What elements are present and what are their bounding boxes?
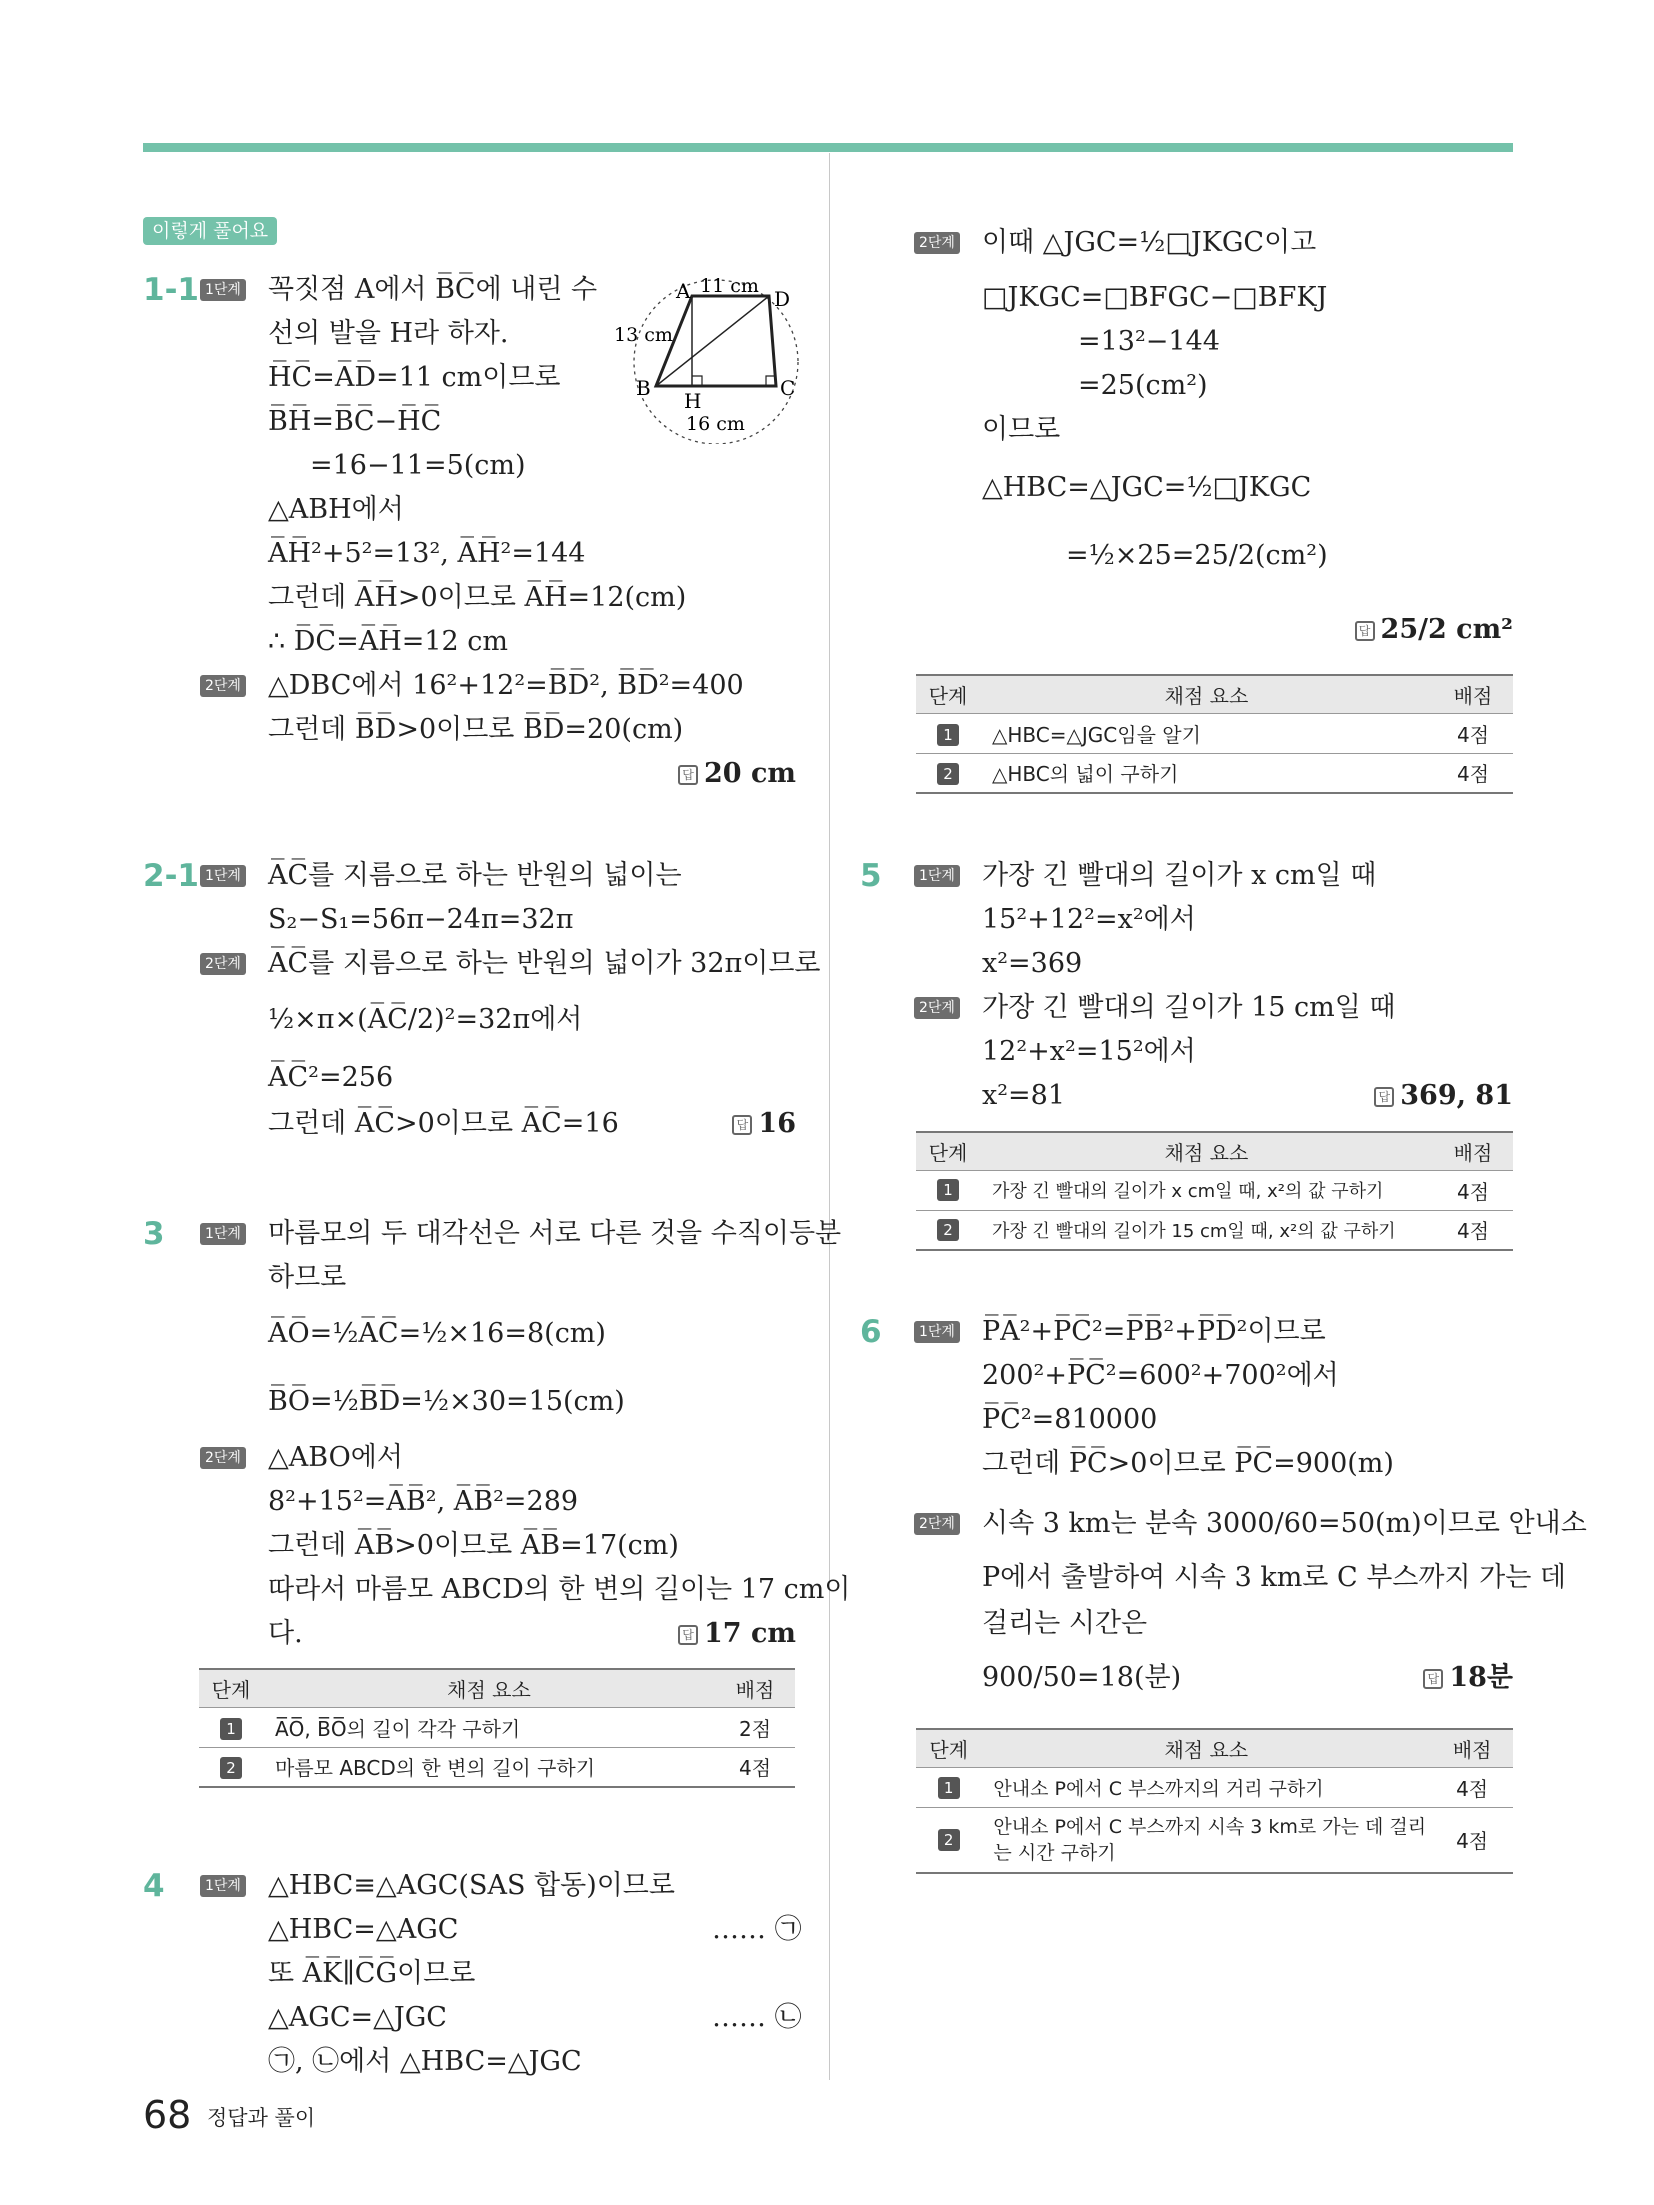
solution-line: 다. — [268, 1618, 303, 1649]
step-badge-1: 1단계 — [914, 1321, 960, 1343]
trapezoid-figure — [604, 274, 804, 444]
problem-number: 5 — [860, 858, 882, 894]
answer-mark-icon: 답 — [1423, 1669, 1443, 1689]
solution-line: 시속 3 km는 분속 3000/60=50(m)이므로 안내소 — [982, 1508, 1587, 1539]
solution-line: △HBC≡△AGC(SAS 합동)이므로 — [268, 1870, 675, 1901]
solution-line: 8²+15²=A̅B̅², A̅B̅²=289 — [268, 1486, 579, 1517]
problem-number: 2-1 — [143, 858, 200, 894]
answer: 답 18분 — [1423, 1660, 1513, 1696]
problem-number: 6 — [860, 1314, 882, 1350]
step-badge-2: 2단계 — [914, 232, 960, 254]
solution-line: A̅C̅를 지름으로 하는 반원의 넓이는 — [268, 860, 682, 891]
answer: 답 25/2 cm² — [1355, 612, 1513, 648]
top-accent-bar — [143, 143, 1513, 152]
step-badge-1: 1단계 — [200, 1223, 246, 1245]
label-b: B — [636, 376, 651, 400]
step-badge-1: 1단계 — [914, 865, 960, 887]
label-left-length: 13 cm — [614, 324, 673, 346]
solution-line: ㉠, ㉡에서 △HBC=△JGC — [268, 2046, 582, 2077]
solution-line: 이므로 — [982, 414, 1061, 445]
solution-line: △DBC에서 16²+12²=B̅D̅², B̅D̅²=400 — [268, 670, 744, 701]
solution-line: 그런데 A̅H̅>0이므로 A̅H̅=12(cm) — [268, 582, 687, 613]
table-row: 1 △HBC=△JGC임을 알기 4점 — [916, 713, 1513, 753]
label-d: D — [774, 287, 791, 311]
solution-line: x²=369 — [982, 948, 1083, 979]
solution-line: 마름모의 두 대각선은 서로 다른 것을 수직이등분 — [268, 1218, 842, 1249]
label-bottom-length: 16 cm — [686, 413, 745, 435]
solution-line: △AGC=△JGC — [268, 2002, 447, 2033]
solution-line: P에서 출발하여 시속 3 km로 C 부스까지 가는 데 — [982, 1562, 1566, 1593]
solution-line: 하므로 — [268, 1262, 347, 1293]
scoring-table: 단계 채점 요소 배점 1 가장 긴 빨대의 길이가 x cm일 때, x²의 값 구하기 4점 2 가장 긴 빨대의 길이가 15 cm일 때, x²의 값 구하기 4점 — [916, 1131, 1513, 1251]
answer-mark-icon: 답 — [1355, 621, 1375, 641]
solution-line: A̅O̅=½A̅C̅=½×16=8(cm) — [268, 1318, 606, 1349]
table-row: 1 가장 긴 빨대의 길이가 x cm일 때, x²의 값 구하기 4점 — [916, 1170, 1513, 1210]
solution-line: B̅O̅=½B̅D̅=½×30=15(cm) — [268, 1386, 625, 1417]
answer-mark-icon: 답 — [678, 765, 698, 785]
section-tag: 이렇게 풀어요 — [143, 217, 277, 245]
step-badge-2: 2단계 — [200, 953, 246, 975]
solution-line: =25(cm²) — [1078, 370, 1208, 401]
scoring-table: 단계 채점 요소 배점 1 A̅O̅, B̅O̅의 길이 각각 구하기 2점 2 마름모 ABCD의 한 변의 길이 구하기 4점 — [199, 1668, 795, 1788]
solution-line: 따라서 마름모 ABCD의 한 변의 길이는 17 cm이 — [268, 1574, 851, 1605]
solution-line: 그런데 B̅D̅>0이므로 B̅D̅=20(cm) — [268, 714, 684, 745]
solution-line: P̅A̅²+P̅C̅²=P̅B̅²+P̅D̅²이므로 — [982, 1316, 1326, 1347]
solution-line: 걸리는 시간은 — [982, 1608, 1148, 1639]
solution-line: △HBC=△JGC=½□JKGC — [982, 472, 1312, 503]
table-row: 1 안내소 P에서 C 부스까지의 거리 구하기 4점 — [916, 1767, 1513, 1807]
answer-mark-icon: 답 — [678, 1625, 698, 1645]
label-h: H — [684, 389, 702, 413]
problem-number: 1-1 — [143, 272, 200, 308]
page-number: 68 — [143, 2093, 192, 2137]
scoring-table: 단계 채점 요소 배점 1 안내소 P에서 C 부스까지의 거리 구하기 4점 2 안내소 P에서 C 부스까지 시속 3 km로 가는 데 걸리는 시간 구하기 4점 — [916, 1728, 1513, 1874]
solution-line: 그런데 P̅C̅>0이므로 P̅C̅=900(m) — [982, 1448, 1394, 1479]
column-divider — [829, 153, 830, 2080]
step-badge-2: 2단계 — [914, 1513, 960, 1535]
solution-line: x²=81 — [982, 1080, 1066, 1111]
table-row: 2 안내소 P에서 C 부스까지 시속 3 km로 가는 데 걸리는 시간 구하기 4점 — [916, 1807, 1513, 1873]
equation-tag: …… ㉠ — [712, 1914, 802, 1945]
solution-line: A̅C̅²=256 — [268, 1062, 394, 1093]
step-badge-1: 1단계 — [200, 1875, 246, 1897]
solution-line: 또 A̅K̅∥C̅G̅이므로 — [268, 1958, 476, 1989]
problem-number: 3 — [143, 1216, 165, 1252]
label-a: A — [676, 279, 691, 303]
table-row: 2 △HBC의 넓이 구하기 4점 — [916, 753, 1513, 793]
scoring-table: 단계 채점 요소 배점 1 △HBC=△JGC임을 알기 4점 2 △HBC의 넓이 구하기 4점 — [916, 674, 1513, 794]
answer: 답 369, 81 — [1374, 1078, 1513, 1114]
solution-line: ∴ D̅C̅=A̅H̅=12 cm — [268, 626, 509, 657]
solution-line: □JKGC=□BFGC−□BFKJ — [982, 282, 1328, 313]
solution-line: P̅C̅²=810000 — [982, 1404, 1158, 1435]
solution-line: △ABO에서 — [268, 1442, 403, 1473]
solution-line: 그런데 A̅C̅>0이므로 A̅C̅=16 — [268, 1108, 619, 1139]
solution-line: 가장 긴 빨대의 길이가 x cm일 때 — [982, 860, 1377, 891]
solution-line: H̅C̅=A̅D̅=11 cm이므로 — [268, 362, 561, 393]
table-row: 2 마름모 ABCD의 한 변의 길이 구하기 4점 — [199, 1747, 795, 1787]
solution-line: 15²+12²=x²에서 — [982, 904, 1196, 935]
solution-line: 200²+P̅C̅²=600²+700²에서 — [982, 1360, 1339, 1391]
solution-line: =16−11=5(cm) — [310, 450, 526, 481]
step-badge-2: 2단계 — [200, 1447, 246, 1469]
solution-line: △ABH에서 — [268, 494, 404, 525]
equation-tag: …… ㉡ — [712, 2002, 802, 2033]
footer-label: 정답과 풀이 — [207, 2106, 316, 2130]
solution-line: 12²+x²=15²에서 — [982, 1036, 1196, 1067]
label-c: C — [780, 376, 796, 400]
solution-line: A̅H̅²+5²=13², A̅H̅²=144 — [268, 538, 586, 569]
solution-line: 선의 발을 H라 하자. — [268, 318, 509, 349]
answer-mark-icon: 답 — [732, 1115, 752, 1135]
solution-line: 그런데 A̅B̅>0이므로 A̅B̅=17(cm) — [268, 1530, 679, 1561]
solution-line: 가장 긴 빨대의 길이가 15 cm일 때 — [982, 992, 1396, 1023]
answer: 답 20 cm — [678, 756, 796, 792]
solution-line: 꼭짓점 A에서 B̅C̅에 내린 수 — [268, 274, 598, 305]
solution-line: ½×π×(A̅C̅/2)²=32π에서 — [268, 1004, 583, 1035]
answer: 답 17 cm — [678, 1616, 796, 1652]
solution-line: =13²−144 — [1078, 326, 1220, 357]
solution-line: =½×25=25/2(cm²) — [1066, 540, 1328, 571]
solution-line: B̅H̅=B̅C̅−H̅C̅ — [268, 406, 442, 437]
solution-line: A̅C̅를 지름으로 하는 반원의 넓이가 32π이므로 — [268, 948, 821, 979]
step-badge-1: 1단계 — [200, 865, 246, 887]
answer: 답 16 — [732, 1106, 796, 1142]
step-badge-1: 1단계 — [200, 279, 246, 301]
solution-line: 이때 △JGC=½□JKGC이고 — [982, 227, 1317, 258]
table-row: 1 A̅O̅, B̅O̅의 길이 각각 구하기 2점 — [199, 1707, 795, 1747]
solution-line: S₂−S₁=56π−24π=32π — [268, 904, 574, 935]
answer-mark-icon: 답 — [1374, 1087, 1394, 1107]
table-row: 2 가장 긴 빨대의 길이가 15 cm일 때, x²의 값 구하기 4점 — [916, 1210, 1513, 1250]
solution-line: △HBC=△AGC — [268, 1914, 459, 1945]
step-badge-2: 2단계 — [200, 675, 246, 697]
step-badge-2: 2단계 — [914, 997, 960, 1019]
solution-line: 900/50=18(분) — [982, 1662, 1182, 1693]
problem-number: 4 — [143, 1868, 165, 1904]
label-top-length: 11 cm — [700, 275, 759, 297]
